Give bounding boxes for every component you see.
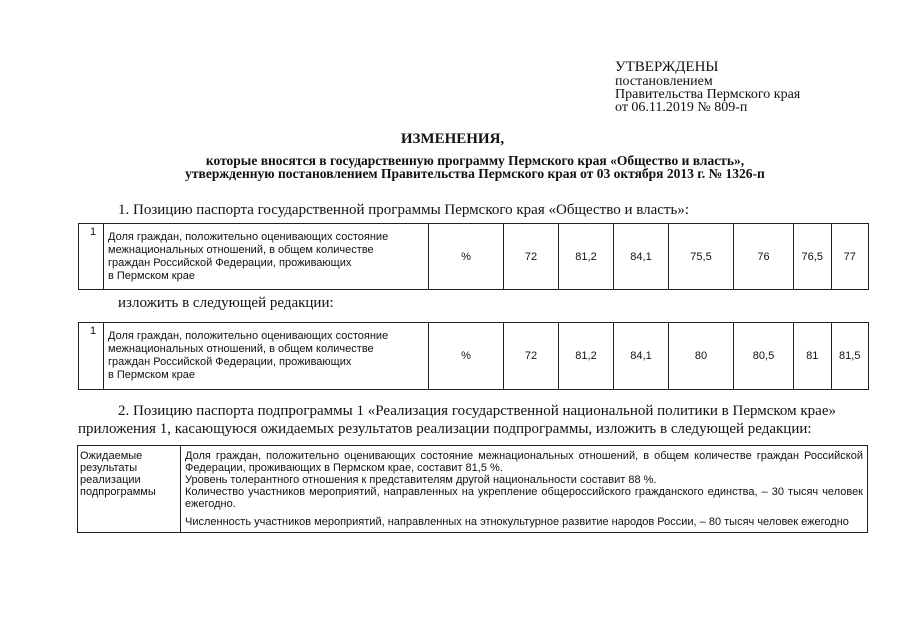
value-cell: 81,2 <box>559 323 614 390</box>
label-line: результаты <box>80 462 138 474</box>
description-line: Доля граждан, положительно оценивающих состояние <box>108 230 389 243</box>
document-subtitle <box>90 154 860 180</box>
label-line: реализации <box>80 474 141 486</box>
item-2-line-2: приложения 1, касающуюся ожидаемых результатов реализации подпрограммы, изложить в следующей редакции: <box>78 421 812 437</box>
value-cell: 76,5 <box>794 224 831 289</box>
indicator-description <box>104 323 429 390</box>
results-text <box>181 446 868 533</box>
indicator-table-new <box>78 322 869 390</box>
description-line: граждан Российской Федерации, проживающих <box>108 256 352 269</box>
value-cell: 77 <box>843 250 856 263</box>
result-paragraph: Количество участников мероприятий, направленных на укрепление общероссийского гражданского единства, – 30 тысяч человек ежегодно. <box>185 486 863 510</box>
value-cell: 81,2 <box>559 224 614 290</box>
results-label <box>78 446 181 533</box>
value-cell: 80,5 <box>734 323 794 390</box>
subtitle-line: утвержденную постановлением Правительства Пермского края от 03 октября 2013 г. № 1326-п <box>185 166 765 181</box>
restate-text: изложить в следующей редакции: <box>118 295 334 311</box>
description-line: в Пермском крае <box>108 269 195 282</box>
subtitle-line: которые вносятся в государственную программу Пермского края «Общество и власть», <box>205 153 745 168</box>
label-line: подпрограммы <box>80 486 156 498</box>
result-paragraph: Численность участников мероприятий, направленных на этнокультурное развитие народов России, – 80 тысяч человек ежегодно <box>185 516 849 528</box>
document-title: ИЗМЕНЕНИЯ, <box>400 131 505 147</box>
approval-line: постановлением <box>615 74 713 89</box>
value-cell: 81,5 <box>839 350 861 362</box>
value-cell <box>794 224 869 290</box>
indicator-table-old <box>78 223 869 290</box>
description-line: граждан Российской Федерации, проживающих <box>108 356 352 368</box>
value-cell: 72 <box>504 224 559 290</box>
value-cell: 84,1 <box>614 323 669 390</box>
label-line: Ожидаемые <box>80 450 143 462</box>
approval-block <box>615 60 800 114</box>
approval-heading: УТВЕРЖДЕНЫ <box>615 59 719 75</box>
value-cell: 84,1 <box>614 224 669 290</box>
result-paragraph: Доля граждан, положительно оценивающих состояние межнациональных отношений, в общем количестве граждан Российской Федерации, проживающих в Пермском крае, составит 81,5 %. <box>185 450 863 474</box>
description-line: межнациональных отношений, в общем количестве <box>108 243 374 256</box>
value-pair <box>794 323 868 389</box>
row-number: 1 <box>79 224 104 290</box>
item-2-line-1: 2. Позицию паспорта подпрограммы 1 «Реализация государственной национальной политики в Пермском крае» <box>118 403 836 419</box>
unit-cell: % <box>429 224 504 290</box>
value-cell: 72 <box>504 323 559 390</box>
value-cell: 80 <box>669 323 734 390</box>
value-cell <box>794 323 869 390</box>
value-cell: 75,5 <box>669 224 734 290</box>
description-line: в Пермском крае <box>108 369 195 381</box>
item-1-text: 1. Позицию паспорта государственной программы Пермского края «Общество и власть»: <box>118 202 689 218</box>
row-number: 1 <box>79 323 104 390</box>
value-pair <box>794 224 868 289</box>
expected-results-table <box>77 445 868 533</box>
description-line: Доля граждан, положительно оценивающих состояние <box>108 330 389 342</box>
indicator-description <box>104 224 429 290</box>
approval-date-number: от 06.11.2019 № 809-п <box>615 100 748 115</box>
value-cell: 81 <box>794 323 831 389</box>
value-cell: 76 <box>734 224 794 290</box>
approval-line: Правительства Пермского края <box>615 87 801 102</box>
description-line: межнациональных отношений, в общем количестве <box>108 343 374 355</box>
result-paragraph: Уровень толерантного отношения к представителям другой национальности составит 88 %. <box>185 474 657 486</box>
unit-cell: % <box>429 323 504 390</box>
